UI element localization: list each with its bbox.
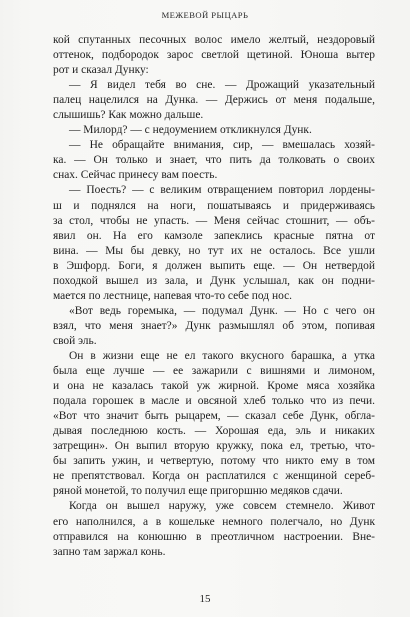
text-line: — Не обращайте внимания, сир, — вмешалась хозяй- bbox=[69, 139, 375, 152]
text-line: «Вот что значит быть рыцарем, — сказал себе Дунк, обгла- bbox=[53, 410, 375, 423]
text-line: — Милорд? — с недоумением откликнулся Дунк. bbox=[69, 124, 312, 137]
text-line: явил он. На его камзоле запеклись красные пятна от bbox=[53, 229, 375, 242]
text-line: отправился на конюшню в преотличном настроении. Вне- bbox=[53, 530, 375, 543]
text-line: затрещин». Он выпил вторую кружку, пока ел, третью, что- bbox=[53, 440, 375, 453]
paragraph-3 bbox=[53, 123, 375, 138]
text-line: кой спутанных песочных волос имело желтый, нездоровый bbox=[53, 34, 375, 46]
text-line: его наполнился, а в кошельке немного полегчало, но Дунк bbox=[53, 515, 375, 528]
text-line: «Вот ведь горемыка, — подумал Дунк. — Но с чего он bbox=[69, 304, 375, 317]
paragraph-4 bbox=[53, 138, 375, 183]
page-number: 15 bbox=[199, 593, 211, 605]
text-line: и она не казалась такой уж жирной. Кроме мяса хозяйка bbox=[53, 380, 375, 393]
paragraph-2 bbox=[53, 78, 375, 123]
paragraph-8 bbox=[53, 499, 375, 559]
text-line: ш и поднялся на ноги, пошатываясь и придерживаясь bbox=[53, 199, 375, 212]
paragraph-5 bbox=[53, 183, 375, 303]
text-line: взял, что меня знает?» Дунк размышлял об этом, попивая bbox=[53, 319, 375, 332]
text-line: ряной монетой, то получил еще пригоршню медяков сдачи. bbox=[53, 485, 343, 498]
text-line: была еще лучше — ее зажарили с вишнями и лимоном, bbox=[53, 365, 375, 378]
text-line: рот и сказал Дунку: bbox=[53, 64, 149, 77]
text-line: подала горошек в масле и овсяной хлеб только что из печи. bbox=[53, 395, 375, 408]
text-line: слышишь? Как можно дальше. bbox=[53, 109, 204, 122]
text-line: вина. — Мы бы девку, но тут их не осталось. Все ушли bbox=[53, 244, 375, 257]
text-line: — Я видел тебя во сне. — Дрожащий указательный bbox=[69, 79, 375, 92]
text-line: походкой вышел из зала, и Дунк услышал, как он подни- bbox=[53, 274, 375, 287]
text-line: мается по лестнице, напевая что-то себе под нос. bbox=[53, 289, 293, 302]
paragraph-7 bbox=[53, 349, 375, 499]
text-line: Когда он вышел наружу, уже совсем стемнело. Живот bbox=[69, 500, 375, 513]
text-line: Он в жизни еще не ел такого вкусного барашка, а утка bbox=[69, 349, 375, 362]
paragraph-6 bbox=[53, 304, 375, 349]
text-line: свой эль. bbox=[53, 334, 97, 347]
paragraph-1 bbox=[53, 33, 375, 78]
text-line: ка. — Он только и знает, что пить да толковать о своих bbox=[53, 154, 375, 167]
text-line: в Эшфорд. Боги, я должен выпить еще. — Он нетвердой bbox=[53, 259, 375, 272]
text-line: запно там заржал конь. bbox=[53, 545, 166, 558]
text-line: дывая последнюю кость. — Хорошая еда, эль и никаких bbox=[53, 425, 375, 438]
running-head: МЕЖЕВОЙ РЫЦАРЬ bbox=[161, 10, 249, 20]
text-line: бы запить ужин, и четвертую, потому что никто ему в том bbox=[53, 455, 375, 468]
text-line: не препятствовал. Когда он расплатился с женщиной сереб- bbox=[53, 470, 375, 483]
text-line: оттенок, подбородок зарос светлой щетиной. Юноша вытер bbox=[53, 49, 375, 62]
text-line: за стол, чтобы не упасть. — Меня сейчас стошнит, — объ- bbox=[53, 214, 375, 227]
text-line: палец нацелился на Дунка. — Держись от меня подальше, bbox=[53, 94, 375, 107]
text-line: снах. Сейчас принесу вам поесть. bbox=[53, 169, 218, 182]
text-line: — Поесть? — с великим отвращением повторил лордены- bbox=[69, 184, 375, 197]
body-text bbox=[53, 33, 375, 560]
